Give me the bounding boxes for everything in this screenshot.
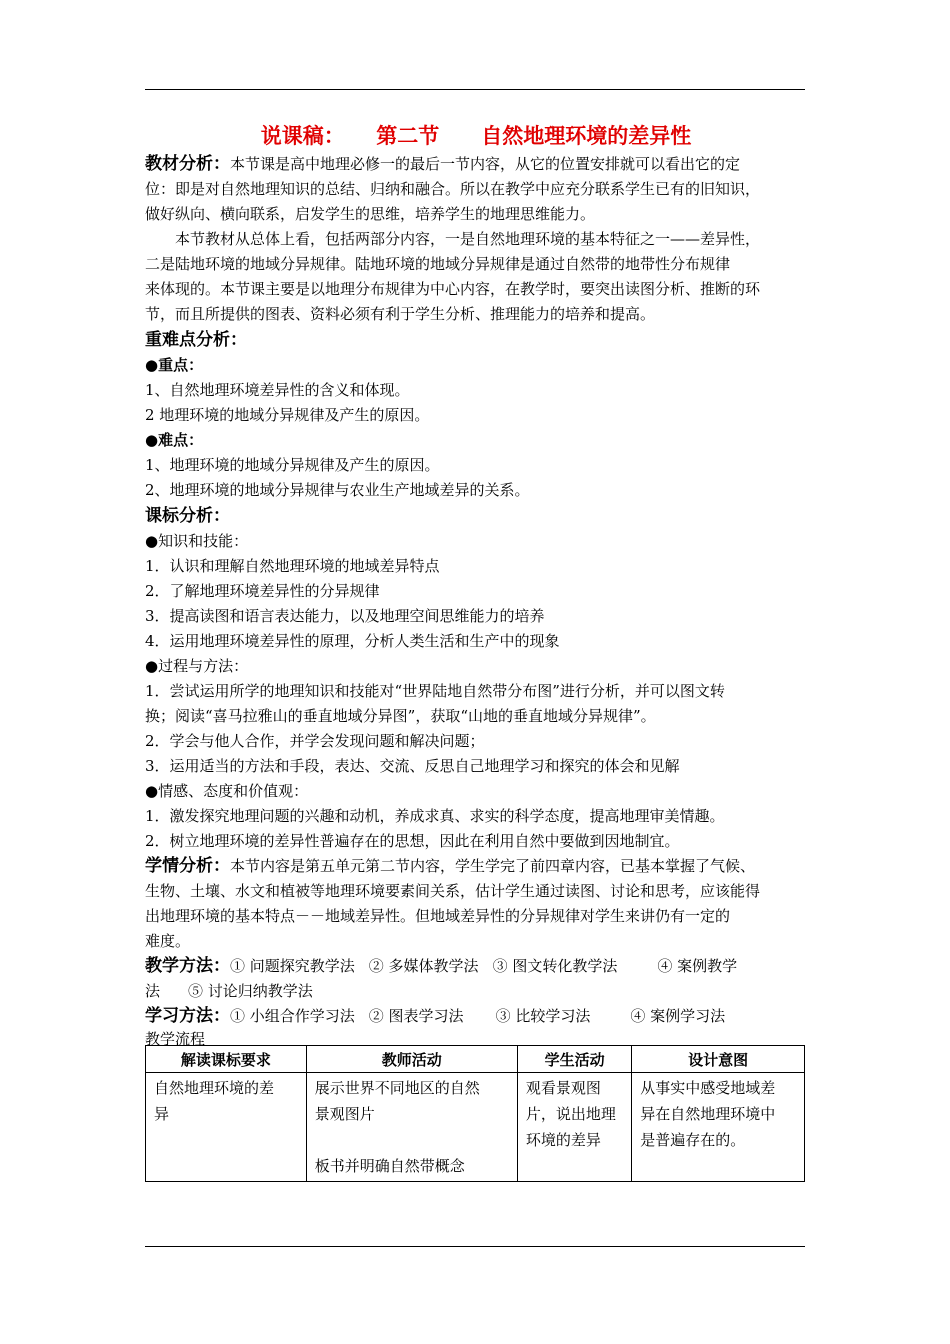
- table-cell-design: 从事实中感受地域差 异在自然地理环境中 是普遍存在的。: [632, 1073, 805, 1182]
- focus-item-1: 1、自然地理环境差异性的含义和体现。: [145, 381, 410, 399]
- textbook-heading: 教材分析：: [145, 154, 230, 174]
- learning-method-2: ② 图表学习法: [368, 1007, 464, 1025]
- table-header-row: [146, 1046, 805, 1073]
- textbook-line-3: 做好纵向、横向联系，启发学生的思维，培养学生的地理思维能力。: [145, 205, 596, 223]
- learning-method-3: ③ 比较学习法: [495, 1007, 591, 1025]
- students-line-3: 出地理环境的基本特点－－地域差异性。但地域差异性的分异规律对学生来讲仍有一定的: [145, 907, 731, 925]
- difficulty-label: ●难点：: [145, 431, 204, 449]
- learning-methods-line: [145, 1004, 807, 1029]
- teaching-method-4: ④ 案例教学: [657, 957, 738, 975]
- emotion-item-2: 2．树立地理环境的差异性普遍存在的思想，因此在利用自然中要做到因地制宜。: [145, 832, 680, 850]
- students-line-1: 学情分析：本节内容是第五单元第二节内容，学生学完了前四章内容，已基本掌握了气候、: [145, 856, 756, 876]
- key-points-heading: 重难点分析：: [145, 330, 247, 350]
- teaching-flow-table: [145, 1045, 805, 1182]
- textbook-line-7: 节，而且所提供的图表、资料必须有利于学生分析、推理能力的培养和提高。: [145, 305, 656, 323]
- table-row: [146, 1073, 805, 1182]
- focus-label: ●重点：: [145, 356, 204, 374]
- process-item-1a: 1．尝试运用所学的地理知识和技能对“世界陆地自然带分布图”进行分析，并可以图文转: [145, 682, 725, 700]
- teaching-method-1: ① 问题探究教学法: [230, 957, 355, 975]
- teaching-methods-line-1: [145, 954, 807, 979]
- process-item-2: 2．学会与他人合作，并学会发现问题和解决问题；: [145, 732, 485, 750]
- learning-method-1: ① 小组合作学习法: [230, 1007, 355, 1025]
- header-rule: [145, 89, 805, 90]
- difficulty-item-2: 2、地理环境的地域分异规律与农业生产地域差异的关系。: [145, 481, 530, 499]
- textbook-line-4: 本节教材从总体上看，包括两部分内容，一是自然地理环境的基本特征之一——差异性，: [175, 230, 761, 248]
- table-header-cell: 学生活动: [517, 1046, 631, 1073]
- flow-caption: 教学流程: [145, 1030, 206, 1048]
- teaching-methods-line-2: [145, 979, 807, 1004]
- students-line-4: 难度。: [145, 932, 191, 950]
- textbook-line-6: 来体现的。本节课主要是以地理分布规律为中心内容，在教学时，要突出读图分析、推断的环: [145, 280, 761, 298]
- document-body: [145, 120, 807, 1049]
- students-line-2: 生物、土壤、水文和植被等地理环境要素间关系，估计学生通过读图、讨论和思考，应该能得: [145, 882, 761, 900]
- process-item-3: 3．运用适当的方法和手段，表达、交流、反思自己地理学习和探究的体会和见解: [145, 757, 680, 775]
- process-label: ●过程与方法：: [145, 657, 249, 675]
- knowledge-item-1: 1．认识和理解自然地理环境的地域差异特点: [145, 557, 440, 575]
- learning-methods-heading: 学习方法：: [145, 1006, 230, 1026]
- students-heading: 学情分析：: [145, 856, 230, 876]
- knowledge-label: ●知识和技能：: [145, 532, 249, 550]
- curriculum-heading: 课标分析：: [145, 506, 230, 526]
- document-title: 说课稿： 第二节 自然地理环境的差异性: [260, 124, 692, 148]
- teaching-method-4-cont: 法: [145, 982, 161, 1000]
- table-cell-teacher: 展示世界不同地区的自然 景观图片 板书并明确自然带概念: [306, 1073, 517, 1182]
- table-cell-student: 观看景观图 片，说出地理 环境的差异: [517, 1073, 631, 1182]
- teaching-method-5: ⑤ 讨论归纳教学法: [188, 982, 313, 1000]
- learning-method-4: ④ 案例学习法: [630, 1007, 726, 1025]
- table-header-cell: 教师活动: [306, 1046, 517, 1073]
- textbook-line-1: 教材分析：本节课是高中地理必修一的最后一节内容，从它的位置安排就可以看出它的定: [145, 154, 741, 174]
- teaching-method-3: ③ 图文转化教学法: [492, 957, 618, 975]
- emotion-item-1: 1．激发探究地理问题的兴趣和动机，养成求真、求实的科学态度，提高地理审美情趣。: [145, 807, 725, 825]
- teaching-method-2: ② 多媒体教学法: [368, 957, 479, 975]
- table-cell-curriculum: 自然地理环境的差 异: [146, 1073, 307, 1182]
- focus-item-2: 2 地理环境的地域分异规律及产生的原因。: [145, 406, 430, 424]
- difficulty-item-1: 1、地理环境的地域分异规律及产生的原因。: [145, 456, 440, 474]
- knowledge-item-4: 4．运用地理环境差异性的原理，分析人类生活和生产中的现象: [145, 632, 560, 650]
- table-header-cell: 设计意图: [632, 1046, 805, 1073]
- knowledge-item-3: 3．提高读图和语言表达能力，以及地理空间思维能力的培养: [145, 607, 545, 625]
- footer-rule: [145, 1246, 805, 1247]
- knowledge-item-2: 2．了解地理环境差异性的分异规律: [145, 582, 380, 600]
- teaching-methods-heading: 教学方法：: [145, 956, 230, 976]
- table-header-cell: 解读课标要求: [146, 1046, 307, 1073]
- emotion-label: ●情感、态度和价值观：: [145, 782, 309, 800]
- textbook-line-5: 二是陆地环境的地域分异规律。陆地环境的地域分异规律是通过自然带的地带性分布规律: [145, 255, 731, 273]
- textbook-line-2: 位：即是对自然地理知识的总结、归纳和融合。所以在教学中应充分联系学生已有的旧知识，: [145, 180, 761, 198]
- process-item-1b: 换；阅读“喜马拉雅山的垂直地域分异图”，获取“山地的垂直地域分异规律”。: [145, 707, 656, 725]
